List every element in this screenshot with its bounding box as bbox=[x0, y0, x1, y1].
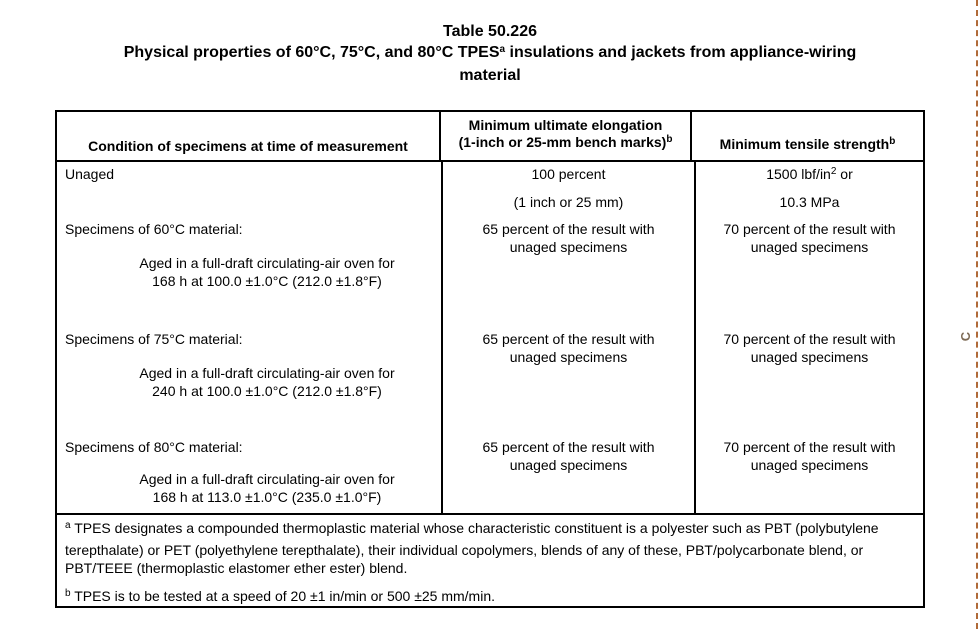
table-caption-line2: material bbox=[459, 67, 521, 84]
condition-60c-title: Specimens of 60°C material: bbox=[65, 221, 243, 237]
tensile-60c bbox=[696, 220, 923, 256]
margin-text-fragment: C bbox=[958, 331, 974, 342]
header-elongation-line1: Minimum ultimate elongation bbox=[468, 117, 663, 133]
header-condition-label: Condition of specimens at time of measurement bbox=[88, 138, 408, 154]
header-elongation-line2 bbox=[441, 134, 690, 153]
header-elongation bbox=[441, 112, 692, 160]
aging-75c-line2: 240 h at 100.0 ±1.0°C (212.0 ±1.8°F) bbox=[152, 383, 382, 399]
aging-75c-line1: Aged in a full-draft circulating-air oven for bbox=[139, 365, 395, 381]
aging-60c-line2: 168 h at 100.0 ±1.0°C (212.0 ±1.8°F) bbox=[152, 273, 382, 289]
tensile-80c bbox=[696, 438, 923, 474]
footnote-ref-a: a bbox=[499, 44, 506, 55]
elongation-75c-line2: unaged specimens bbox=[509, 349, 628, 365]
header-tensile bbox=[692, 112, 923, 160]
tensile-80c-line1: 70 percent of the result with bbox=[723, 439, 896, 455]
footnote-ref-b: b bbox=[889, 136, 896, 147]
footnote-b-text: TPES is to be tested at a speed of 20 ±1 in/min or 500 ±25 mm/min. bbox=[70, 587, 495, 604]
footnote-a-marker: a bbox=[65, 520, 71, 531]
tensile-unaged-or: or bbox=[836, 166, 853, 182]
header-tensile-label bbox=[692, 136, 923, 155]
footnote-a bbox=[65, 519, 915, 578]
tensile-60c-line1: 70 percent of the result with bbox=[723, 221, 896, 237]
elongation-60c bbox=[443, 220, 694, 256]
properties-table bbox=[55, 110, 925, 608]
header-condition bbox=[57, 112, 441, 160]
tensile-75c-line1: 70 percent of the result with bbox=[723, 331, 896, 347]
table-header-row bbox=[57, 112, 923, 162]
header-tensile-text: Minimum tensile strength bbox=[719, 136, 890, 152]
elongation-75c bbox=[443, 330, 694, 366]
caption-text-cont: insulations and jackets from appliance-wiring bbox=[505, 44, 857, 61]
elongation-unaged-1: 100 percent bbox=[531, 166, 606, 182]
table-caption-line1 bbox=[0, 42, 980, 65]
condition-80c-aging bbox=[112, 470, 422, 506]
elongation-unaged-2: (1 inch or 25 mm) bbox=[513, 194, 624, 210]
tensile-75c bbox=[696, 330, 923, 366]
condition-80c-title: Specimens of 80°C material: bbox=[65, 439, 243, 455]
elongation-60c-line2: unaged specimens bbox=[509, 239, 628, 255]
elongation-75c-line1: 65 percent of the result with bbox=[482, 331, 655, 347]
table-title bbox=[0, 21, 980, 86]
footnote-ref-b: b bbox=[666, 134, 673, 145]
tensile-80c-line2: unaged specimens bbox=[750, 457, 869, 473]
tensile-unaged-2: 10.3 MPa bbox=[779, 194, 840, 210]
header-elongation-text: (1-inch or 25-mm bench marks) bbox=[458, 134, 667, 150]
tensile-unaged-value: 1500 lbf/in bbox=[766, 166, 831, 182]
condition-60c-aging bbox=[112, 254, 422, 290]
table-body bbox=[57, 162, 923, 513]
elongation-80c bbox=[443, 438, 694, 474]
aging-80c-line2: 168 h at 113.0 ±1.0°C (235.0 ±1.0°F) bbox=[152, 489, 382, 505]
caption-text: Physical properties of 60°C, 75°C, and 80°C TPES bbox=[123, 44, 500, 61]
footnote-a-text: TPES designates a compounded thermoplastic material whose characteristic constituent is a polyester such as PBT (polybutylene terepthalate) or PET (polyethylene terepthalate), their individual copolymers, blends of any of these, PBT/polycarbonate blend, or PBT/TEEE (thermoplastic elastomer ether ester) blend. bbox=[65, 520, 879, 576]
table-footnotes bbox=[57, 513, 923, 606]
aging-60c-line1: Aged in a full-draft circulating-air oven for bbox=[139, 255, 395, 271]
superscript-2: 2 bbox=[830, 166, 837, 177]
condition-75c-title: Specimens of 75°C material: bbox=[65, 331, 243, 347]
tensile-75c-line2: unaged specimens bbox=[750, 349, 869, 365]
footnote-b bbox=[65, 587, 915, 609]
condition-75c-aging bbox=[112, 364, 422, 400]
aging-80c-line1: Aged in a full-draft circulating-air oven for bbox=[139, 471, 395, 487]
elongation-60c-line1: 65 percent of the result with bbox=[482, 221, 655, 237]
tensile-unaged-1 bbox=[696, 165, 923, 186]
tensile-60c-line2: unaged specimens bbox=[750, 239, 869, 255]
elongation-80c-line2: unaged specimens bbox=[509, 457, 628, 473]
footnote-b-marker: b bbox=[65, 587, 71, 599]
table-number: Table 50.226 bbox=[443, 23, 537, 40]
condition-unaged: Unaged bbox=[65, 166, 115, 182]
elongation-80c-line1: 65 percent of the result with bbox=[482, 439, 655, 455]
page-edge-dashed-line bbox=[976, 0, 978, 629]
